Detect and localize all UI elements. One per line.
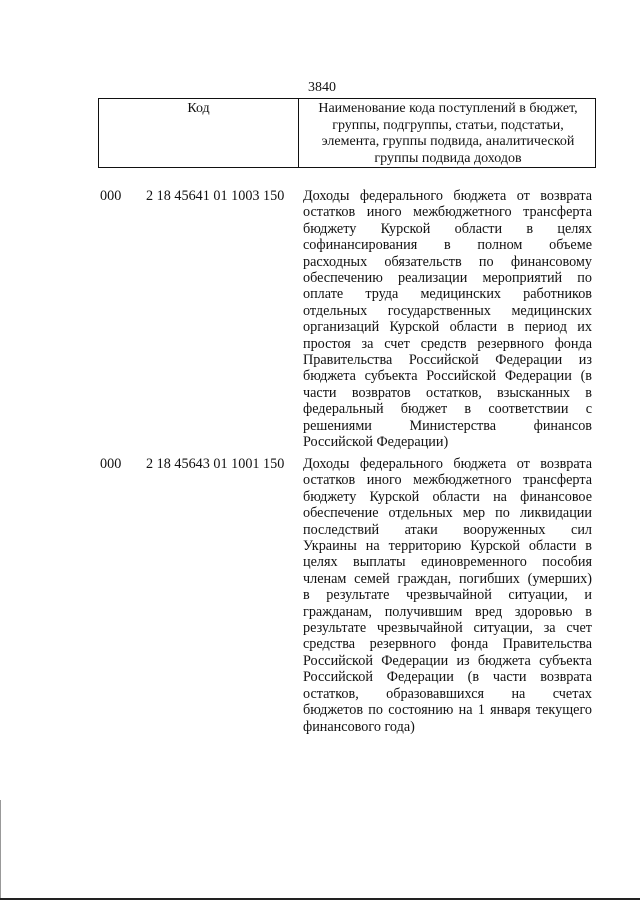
description-line: софинансирования в полном объеме bbox=[303, 237, 592, 254]
description-line: гражданам, получившим вред здоровью в bbox=[303, 603, 592, 620]
description-line: финансового года) bbox=[303, 718, 415, 735]
admin-code: 000 bbox=[100, 188, 122, 204]
scan-bottom-edge bbox=[0, 898, 640, 900]
description-line: части возвратов остатков, взысканных в bbox=[303, 384, 592, 401]
scan-edge bbox=[0, 800, 1, 900]
description-line: последствий атаки вооруженных сил bbox=[303, 521, 592, 538]
description-line: членам семей граждан, погибших (умерших) bbox=[303, 570, 592, 587]
description-line: Правительства Российской Федерации из bbox=[303, 352, 592, 369]
description-line: Российской Федерации (в части возврата bbox=[303, 669, 592, 686]
header-name-column bbox=[299, 99, 595, 167]
description-line: Российской Федерации) bbox=[303, 434, 449, 451]
description-line: бюджету Курской области на финансовое bbox=[303, 488, 592, 505]
description-line: обеспечению реализации мероприятий по bbox=[303, 270, 592, 287]
description-line: бюджету Курской области в целях bbox=[303, 220, 592, 237]
description-line: целях выплаты единовременного пособия bbox=[303, 554, 592, 571]
header-name-line: элемента, группы подвида, аналитической bbox=[321, 134, 575, 149]
description-line: результате чрезвычайной ситуации, за счет bbox=[303, 620, 592, 637]
description-line: Доходы федерального бюджета от возврата bbox=[303, 188, 592, 204]
header-name-line: группы, подгруппы, статьи, подстатьи, bbox=[332, 117, 564, 133]
description-line: остатков, образовавшихся на счетах bbox=[303, 685, 592, 702]
revenue-code: 2 18 45643 01 1001 150 bbox=[146, 456, 285, 472]
description-line: решениями Министерства финансов bbox=[303, 417, 592, 434]
description-line: бюджетов по состоянию на 1 января текущего bbox=[303, 702, 592, 719]
description-line: расходных обязательств по финансовому bbox=[303, 253, 592, 270]
description-line: бюджета субъекта Российской Федерации (в bbox=[303, 368, 592, 385]
description-line: организаций Курской области в период их bbox=[303, 319, 592, 336]
description-line: оплате труда медицинских работников bbox=[303, 286, 592, 303]
header-code-column: Код bbox=[99, 99, 299, 167]
description-line: средства резервного фонда Правительства bbox=[303, 636, 592, 653]
revenue-code: 2 18 45641 01 1003 150 bbox=[146, 188, 285, 204]
description-line: Украины на территорию Курской области в bbox=[303, 538, 592, 555]
header-name-line: Наименование кода поступлений в бюджет, bbox=[318, 101, 578, 116]
header-name-line: группы подвида доходов bbox=[374, 150, 522, 166]
table-header bbox=[98, 98, 596, 168]
description-line: Доходы федерального бюджета от возврата bbox=[303, 456, 592, 472]
description-line: остатков иного межбюджетного трансферта bbox=[303, 204, 592, 221]
description-line: обеспечение отдельных мер по ликвидации bbox=[303, 505, 592, 522]
admin-code: 000 bbox=[100, 456, 122, 472]
description-line: отдельных государственных медицинских bbox=[303, 302, 592, 319]
revenue-description bbox=[303, 188, 592, 451]
description-line: федеральный бюджет в соответствии с bbox=[303, 401, 592, 418]
page-number: 3840 bbox=[308, 80, 336, 95]
description-line: Российской Федерации из бюджета субъекта bbox=[303, 652, 592, 669]
description-line: в результате чрезвычайной ситуации, и bbox=[303, 587, 592, 604]
description-line: простоя за счет средств резервного фонда bbox=[303, 335, 592, 352]
revenue-description bbox=[303, 456, 592, 735]
description-line: остатков иного межбюджетного трансферта bbox=[303, 472, 592, 489]
